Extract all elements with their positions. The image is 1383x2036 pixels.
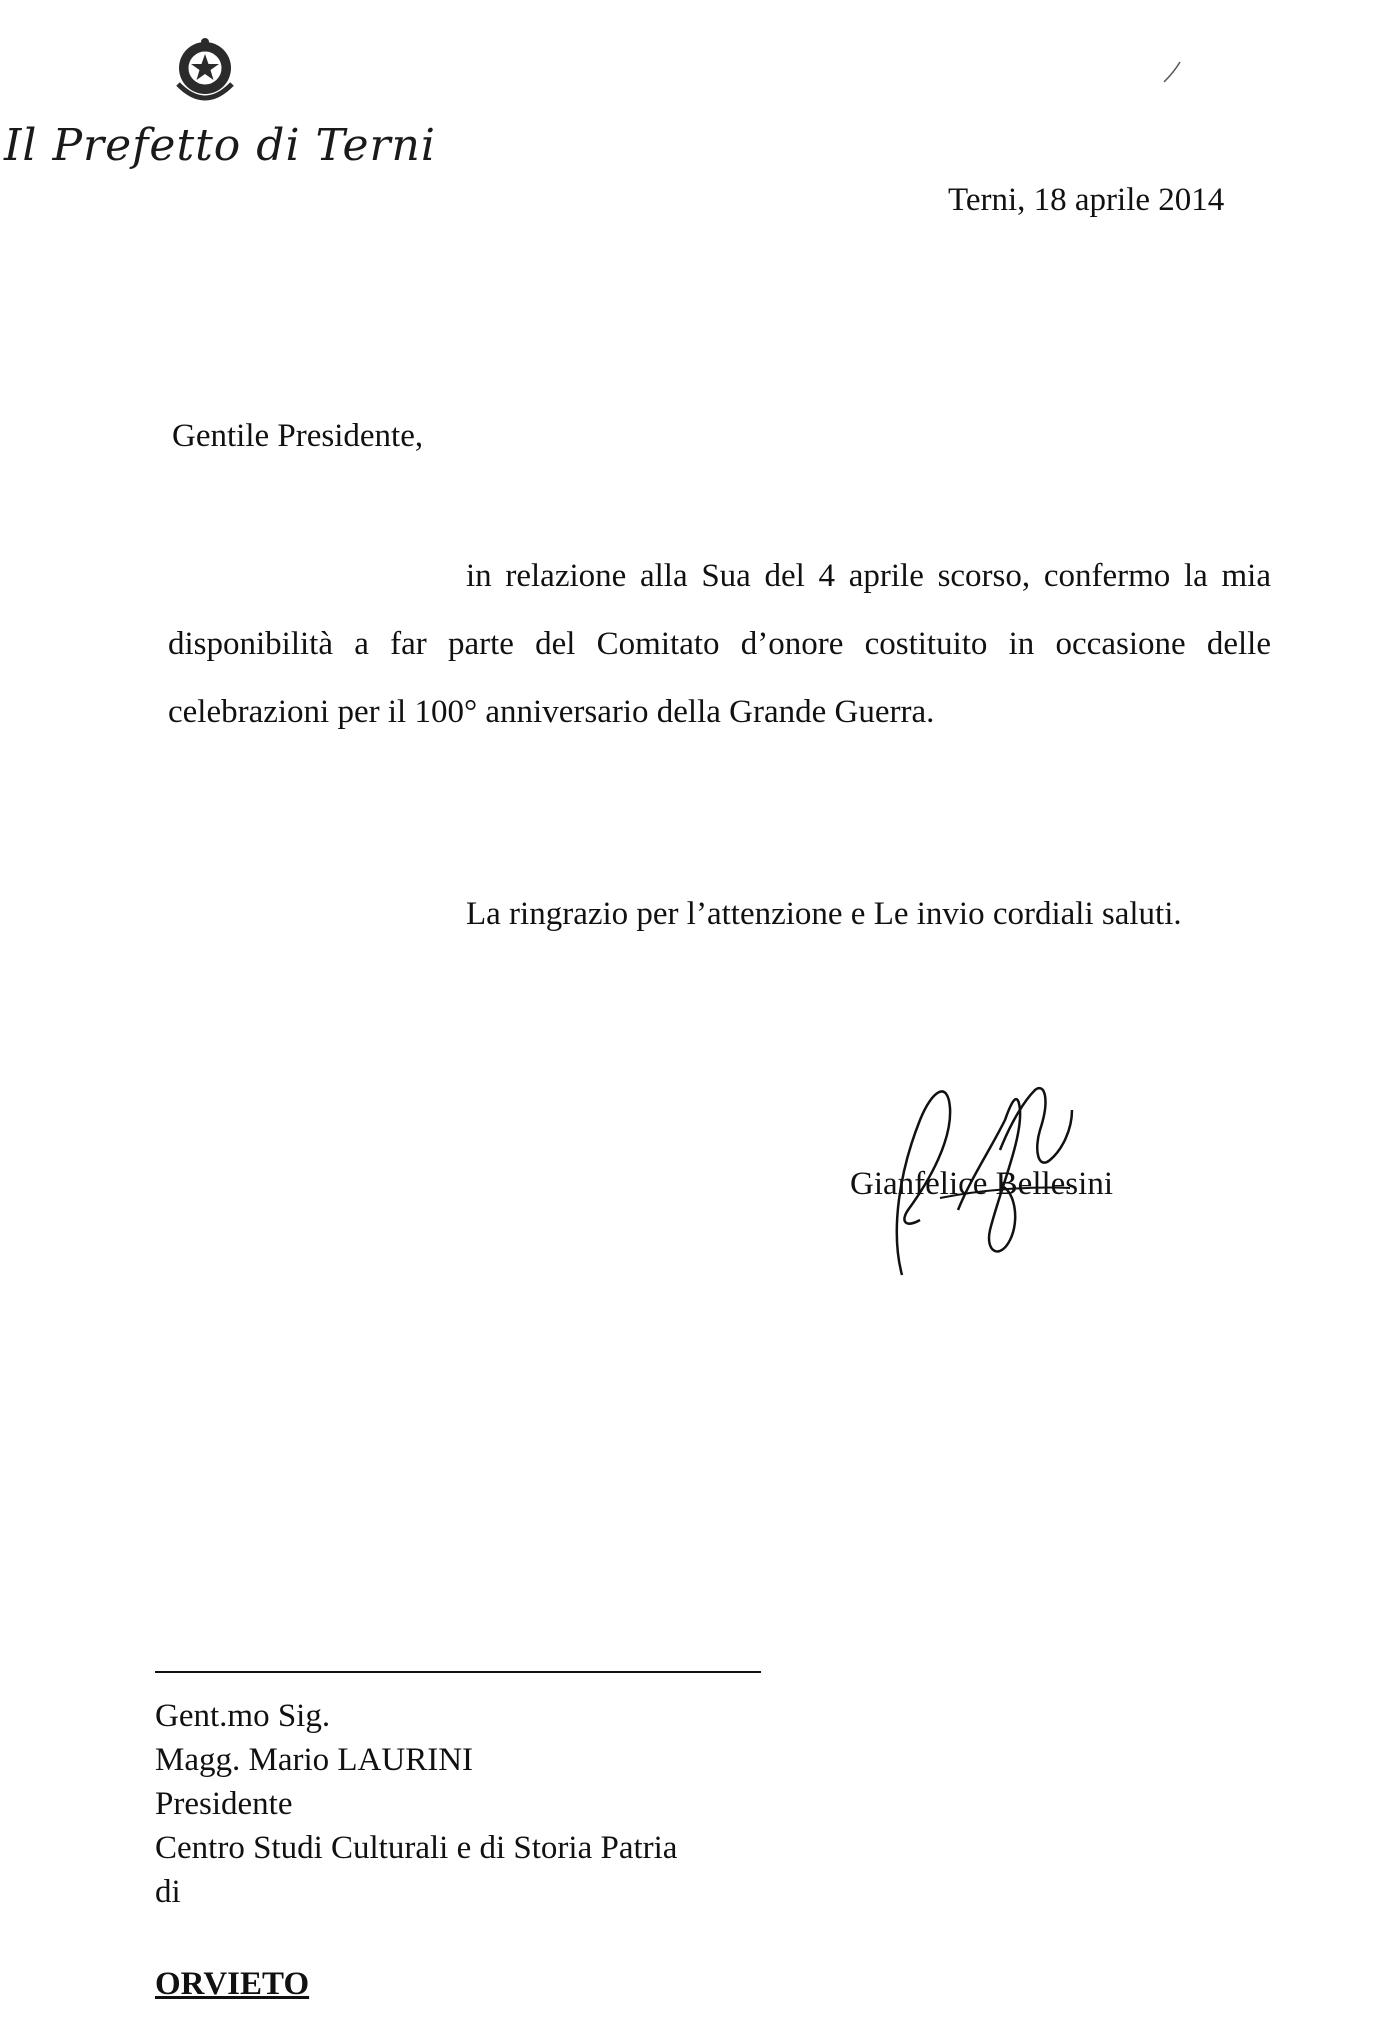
recipient-line: di bbox=[155, 1874, 181, 1910]
body-paragraph-1: in relazione alla Sua del 4 aprile scorso, confermo la mia disponibilità a far parte del Comitato d’onore costituito in occasione delle celebrazioni per il 100° anniversario della Grande Guerra. bbox=[168, 558, 1271, 730]
recipient-line: Centro Studi Culturali e di Storia Patria bbox=[155, 1830, 678, 1866]
recipient-address bbox=[155, 1694, 677, 1914]
stray-mark bbox=[1160, 58, 1184, 86]
recipient-line: Presidente bbox=[155, 1786, 293, 1822]
recipient-line: Magg. Mario LAURINI bbox=[155, 1742, 474, 1778]
salutation: Gentile Presidente, bbox=[172, 418, 424, 454]
recipient-city: ORVIETO bbox=[155, 1966, 310, 2002]
signature-block bbox=[840, 1060, 1180, 1300]
signatory-name: Gianfelice Bellesini bbox=[850, 1166, 1113, 1202]
separator-line bbox=[155, 1671, 761, 1673]
italian-republic-emblem-icon bbox=[170, 34, 240, 110]
body-paragraph-2: La ringrazio per l’attenzione e Le invio cordiali saluti. bbox=[466, 896, 1182, 932]
handwritten-signature bbox=[840, 1060, 1180, 1300]
recipient-line: Gent.mo Sig. bbox=[155, 1698, 331, 1734]
letterhead-title: Il Prefetto di Terni bbox=[4, 120, 436, 171]
date-line: Terni, 18 aprile 2014 bbox=[948, 182, 1225, 218]
